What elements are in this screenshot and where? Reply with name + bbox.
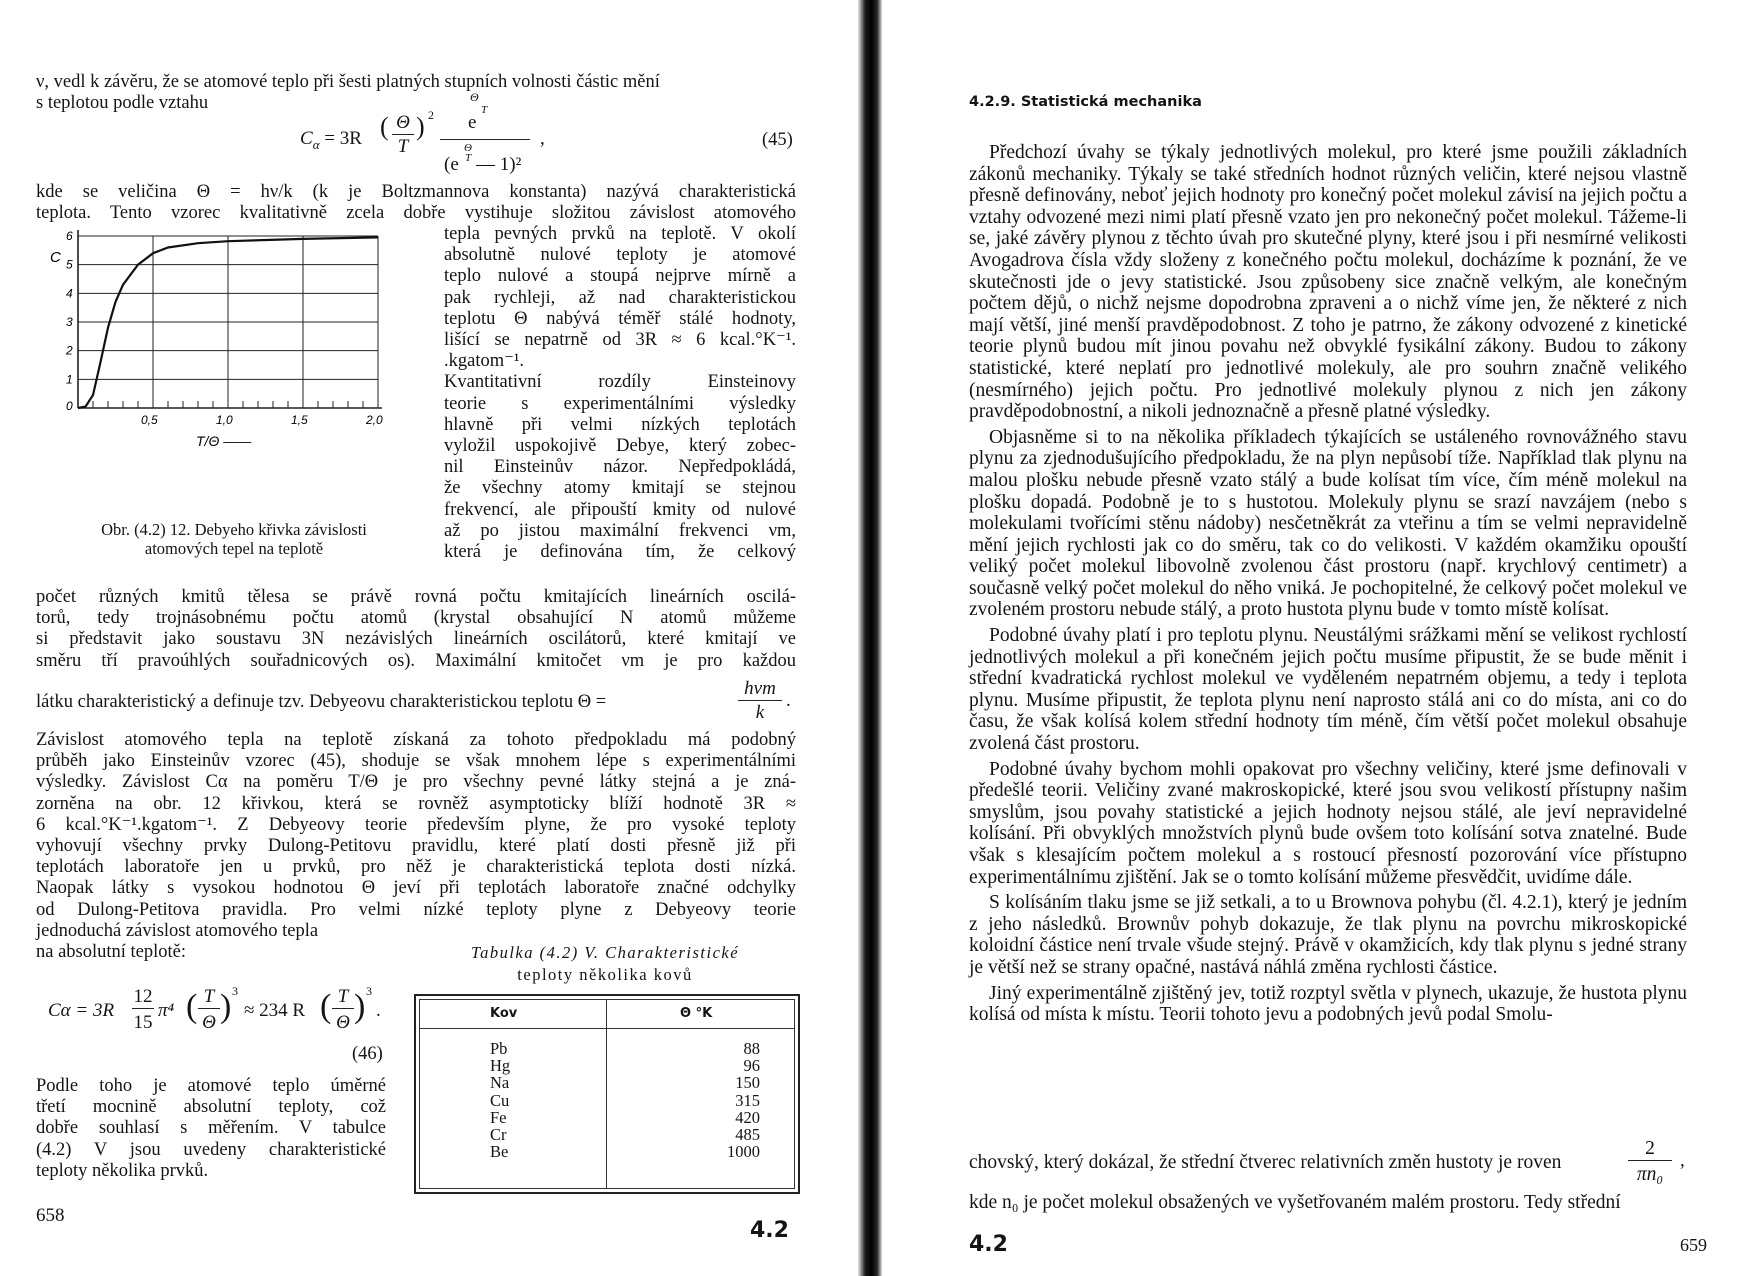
characteristic-temperature-table	[414, 994, 800, 1194]
text-line: ν, vedl k závěru, že se atomové teplo při šesti platných stupních volnosti částic mění	[36, 72, 660, 92]
caption-line: Obr. (4.2) 12. Debyeho křivka závislosti	[101, 520, 367, 539]
table-cell-temperature: 315	[735, 1090, 760, 1110]
text-line: Závislost atomového tepla na teplotě získaná za tohoto předpokladu má podobný	[36, 730, 796, 750]
text-line: 6 kcal.°K⁻¹.kgatom⁻¹. Z Debyeovy teorie především plyne, že pro vysoké teploty	[36, 814, 796, 835]
fraction-bar	[440, 139, 530, 140]
table-cell-metal: Cr	[490, 1125, 507, 1145]
table-cell-metal: Na	[490, 1073, 510, 1093]
paragraph	[36, 587, 796, 672]
table-title-line: Tabulka (4.2) V. Charakteristické	[470, 943, 740, 962]
text-line: (4.2) V jsou uvedeny charakteristické	[36, 1139, 386, 1160]
section-mark: 4.2	[969, 1232, 1008, 1257]
text-line: Podle toho je atomové teplo úměrné	[36, 1076, 386, 1096]
text-line: která je definována tím, že celkový	[444, 542, 796, 563]
text-line: frekvencí, ale připouští kmity od nulové	[444, 499, 796, 520]
table-cell-temperature: 88	[743, 1039, 760, 1058]
paragraph: S kolísáním tlaku jsme se již setkali, a to u Brownova pohybu (čl. 4.2.1), který je jedním z jeho následků. Brownův pohyb dokazuje, že tlak plynu na povrchu mikroskopické koloidní částice není trvale všude stejný. Právě v okamžicích, kdy tlak plynu s jedné strany je větší než se strany opačné, nastává náhlá změna rychlosti částice.	[969, 892, 1687, 978]
text-line: směru tří pravoúhlých souřadnicových os). Maximální kmitočet νm je pro každou	[36, 650, 796, 671]
text-line: absolutně nulové teploty je atomové	[444, 245, 796, 266]
table-cell-metal: Fe	[490, 1107, 507, 1127]
y-tick-label: 1	[66, 372, 73, 387]
chart-grid	[78, 236, 378, 408]
text-line: Kvantitativní rozdíly Einsteinovy	[444, 372, 796, 393]
eq46-frac-den: 15	[133, 1012, 153, 1033]
eq45-num: e	[468, 112, 477, 133]
y-tick-label: 6	[66, 229, 73, 243]
text-line: na absolutní teplotě:	[36, 942, 187, 963]
text-line: nil Einsteinův názor. Nepředpokládá,	[444, 457, 796, 478]
eq45-mid: = 3R	[319, 128, 362, 149]
eq45-den-tail: — 1)²	[476, 154, 522, 175]
table-cell-temperature: 96	[743, 1056, 760, 1076]
intro-text	[36, 72, 720, 114]
x-tick-label: 1,0	[216, 413, 233, 427]
figure-caption	[36, 520, 432, 558]
paragraph: Předchozí úvahy se týkaly jednotlivých molekul, pro které jsme použili základních zákonů mechaniky. Týkaly se také středních hodnot různých veličin, které nejsou vlastně přesně definovány, neboť jejich hodnoty pro konečný počet molekul závisí na jejich počtu a vztahy odvozené mezi nimi platí přesně vzato jen pro nekonečný počet molekul. Tážeme-li se, jaké závěry plynou z těchto úvah pro skutečné plyny, které jsou i při nesmírné velikosti Avogadrova čísla vždy složeny z konečného počtu molekul, docházíme k poznání, že ve skutečnosti jde o jevy statistické. Jsou způsobeny sice značně velkým, ale konečným počtem dějů, o nichž nejsme dopodrobna zpraveni a o nichž víme jen, že některé z nich mají větší, jiné menší pravděpodobnost. Z toho je patrno, že zákony odvozené z kinetické teorie plynů budou mít jinou povahu než obvyklé fysikální zákony. Budou to zákony statistické, které neplatí pro jednotlivé molekuly, ale pro souhrn značně velikého (nesmírného) jejich počtu. Pro jednotlivé molekuly plynou z nich jen zákony pravděpodobnostní, a nikoli jednoznačně a přesně platné výsledky.	[969, 142, 1687, 423]
text-line: tepla pevných prvků na teplotě. V okolí	[444, 224, 796, 244]
text-line: že všechny atomy kmitají se stejnou	[444, 478, 796, 499]
text-line: vyložil uspokojivě Debye, který zobec-	[444, 436, 796, 457]
x-tick-label: 2,0	[366, 413, 383, 427]
eq46-text: Cα = 3R	[48, 1000, 115, 1021]
text-line: zorněna na obr. 12 křivkou, která se rovněž asymptoticky blíží hodnotě 3R ≈	[36, 793, 796, 814]
text-line: kde se veličina Θ = hν/k (k je Boltzmannova konstanta) nazývá charakteristická	[36, 182, 796, 202]
table-cell-temperature: 150	[735, 1073, 760, 1093]
paragraph-column	[444, 224, 796, 563]
left-page: ν, vedl k závěru, že se atomové teplo při šesti platných stupních volnosti částic mění s teplotou podle vztahu $C_\alpha = 3R$ ( Θ T ) 2 Θ e T Θ (e T — 1)² , (45) kde se veličina Θ = hν/k (k je Boltzmannova konstanta) nazývá charakteristická teplota. Tento vzorec kvalitativně zcela dobře vystihuje složitou závislost atomového 0,5 1,0 1,5 2,0 1 2 3 4 5 6 0 C T/Θ —— Obr. (4.2) 12. Debyeho křivka závislosti atomových tepel na teplotě tepla pevných prvků na teplotě. V okolí absolutně nulové teploty je atomové teplo nulové a stoupá nejprve mírně a pak rychleji, až nad charakteristickou teplotu Θ nabývá téměř stálé hodnoty, lišící se nepatrně od 3R ≈ 6 kcal.°K⁻¹. .kgatom⁻¹. Kvantitativní rozdíly Einsteinovy teorie s experimentálními výsledky hlavně při velmi nízkých teplotách vyložil uspokojivě Debye, který zobec- nil Einsteinův názor. Nepředpokládá, že všechny atomy kmitají se stejnou frekvencí, ale připouští kmity od nulové až po jistou maximální frekvenci νm, která je definována tím, že celkový počet různých kmitů tělesa se právě rovná počtu kmitajících lineárních oscilá- torů, tedy trojnásobnému počtu atomů (krystal obsahující N atomů můžeme si představit jako soustavu 3N nezávislých lineárních oscilátorů, které kmitají ve směru tří pravoúhlých souřadnicových os). Maximální kmitočet νm je pro každou látku charakteristický a definuje tzv. Debyeovu charakteristickou teplotu Θ = hνm k . Závislost atomového tepla na teplotě získaná za tohoto předpokladu má podobný průběh jako Einsteinův vzorec (45), shoduje se však mnohem lépe s experimentálními výsledky. Závislost Cα na poměru T/Θ je pro všechny pevné látky stejná a je zná- zorněna na obr. 12 křivkou, která se rovněž asymptoticky blíží hodnotě 3R ≈ 6 kcal.°K⁻¹.kgatom⁻¹. Z Debyeovy teorie především plyne, že pro vysoké teploty vyhovují všechny prvky Dulong-Petitovu pravidlu, které platí dosti přesně již při teplotách laboratoře jen u prvků, pro něž je charakteristická teplota dosti nízká. Naopak látky s vysokou hodnotou Θ jeví při teplotách laboratoře značné odchylky od Dulong-Petitova pravidla. Pro velmi nízké teploty plyne z Debyeovy teorie jednoduchá závislost atomového tepla na absolutní teplotě: Cα = 3R 12 15 π⁴ ( T Θ ) 3 ≈ 234 R ( T Θ ) 3 . (46) Podle toho je atomové teplo úměrné třetí mocnině absolutní teploty, což dobře souhlasí s měřením. V tabulce (4.2) V jsou uvedeny charakteristické teploty několika prvků. Tabulka (4.2) V. Charakteristické teploty několika kovů Kov Θ °K Pb Hg Na Cu Fe Cr Be 88 96 150 315 420 485 1000 658 4.2	[0, 0, 868, 1276]
table-cell-metal: Pb	[490, 1039, 508, 1058]
x-tick-label: 0,5	[141, 413, 158, 427]
eq46-frac-num: 12	[133, 986, 153, 1007]
table-header-kov: Kov	[490, 1006, 518, 1021]
page-number: 659	[1680, 1235, 1707, 1255]
text-line: torů, tedy trojnásobnému počtu atomů (krystal obsahující N atomů můžeme	[36, 608, 796, 629]
text-line: kde n₀ je počet molekul obsažených ve vyšetřovaném malém prostoru. Tedy střední	[969, 1192, 1621, 1213]
caption-line: atomových tepel na teplotě	[144, 539, 324, 558]
text-line: dobře souhlasí s měřením. V tabulce	[36, 1118, 386, 1139]
y-tick-label: 2	[66, 343, 73, 358]
text-line: s teplotou podle vztahu	[36, 93, 209, 114]
table-cell-metal: Cu	[490, 1090, 510, 1110]
fraction-num: 2	[1628, 1138, 1672, 1161]
text-line: vyhovují všechny prvky Dulong-Petitovu pravidlu, které platí dosti přesně již při	[36, 836, 796, 857]
text-line: chovský, který dokázal, že střední čtverec relativních změn hustoty je roven	[969, 1152, 1562, 1173]
eq45-lhs: C	[300, 128, 313, 149]
text-line: teplotách laboratoře jen u prvků, pro něž je charakteristická teplota dosti nízká.	[36, 857, 796, 878]
text-line: lišící se nepatrně od 3R ≈ 6 kcal.°K⁻¹.	[444, 330, 796, 351]
text-line: teplota. Tento vzorec kvalitativně zcela dobře vystihuje složitou závislost atomového	[36, 203, 796, 224]
eq46-number: (46)	[352, 1044, 383, 1064]
text-line: průběh jako Einsteinův vzorec (45), shoduje se však mnohem lépe s experimentálními	[36, 751, 796, 772]
eq46-pi: π⁴	[158, 1000, 175, 1021]
text-line: až po jistou maximální frekvenci νm,	[444, 520, 796, 541]
table-column-metals	[490, 1040, 510, 1160]
y-tick-label: 4	[66, 286, 73, 301]
text-line: teorie s experimentálními výsledky	[444, 393, 796, 414]
eq45-sub: α	[312, 136, 320, 152]
eq45-T: T	[397, 136, 409, 157]
table-title	[414, 942, 796, 986]
table-cell-temperature: 1000	[727, 1142, 760, 1162]
y-axis-label: C	[50, 249, 61, 266]
text-line: hlavně při velmi nízkých teplotách	[444, 414, 796, 435]
text-line: Naopak látky s vysokou hodnotou Θ jeví při teplotách laboratoře značné odchylky	[36, 878, 796, 899]
table-divider	[606, 1000, 607, 1188]
chart-ticks	[65, 229, 383, 427]
paragraph: Jiný experimentálně zjištěný jev, totiž rozptyl světla v plynech, ukazuje, že hustota plynu kolísá od místa k místu. Teorii tohoto jevu a podobných jevů podal Smolu-	[969, 982, 1687, 1026]
eq45-den: (e	[444, 154, 459, 175]
page-number: 658	[36, 1205, 65, 1226]
right-body-text	[969, 142, 1687, 1026]
paragraph: Objasněme si to na několika příkladech týkajících se ustáleného rovnovážného stavu plynu za zjednodušujícího předpokladu, že na plyn nepůsobí tíže. Například tlak plynu na malou plošku nebude přesně vzato stálý a bude kolísat tím více, čím méně molekul na plošku dopadá. Podobně je to s hustotou. Molekuly plynu se srazí navzájem (nebo s molekulami tvořícími stěnu nádoby) nesčetněkrát za vteřinu a tím se velmi nepravidelně mění jejich rychlosti jak co do směru, tak co do velikosti. V každém okamžiku opouští veliký počet molekul libovolně zvolenou část prostoru (např. krychlový centimetr) a současně velký počet molekul do něho vniká. Je pochopitelné, že celkový počet molekul ve zvoleném prostoru nebude stálý, a proto hustota plynu bude v tomto místě kolísat.	[969, 426, 1687, 621]
x-axis-label: T/Θ ——	[196, 433, 252, 449]
x-tick-label: 1,5	[291, 413, 308, 427]
table-header	[420, 1000, 794, 1029]
paragraph	[36, 182, 796, 224]
paragraph	[36, 730, 796, 963]
right-page: 4.2.9. Statistická mechanika Předchozí úvahy se týkaly jednotlivých molekul, pro které jsme použili základních zákonů mechaniky. Týkaly se také středních hodnot různých veličin, které nejsou vlastně přesně definovány, neboť jejich hodnoty pro konečný počet molekul závisí na jejich počtu a vztahy odvozené mezi nimi platí přesně vzato jen pro nekonečný počet molekul. Tážeme-li se, jaké závěry plynou z těchto úvah pro skutečné plyny, které jsou i při nesmírné velikosti Avogadrova čísla vždy složeny z konečného počtu molekul, docházíme k poznání, že ve skutečnosti jde o jevy statistické. Jsou způsobeny sice značně velkým, ale konečným počtem dějů, o nichž nejsme dopodrobna zpraveni a o nichž víme jen, že některé z nich mají větší, jiné menší pravděpodobnost. Z toho je patrno, že zákony odvozené z kinetické teorie plynů budou mít jinou povahu než obvyklé fysikální zákony. Budou to zákony statistické, které neplatí pro jednotlivé molekuly, ale pro souhrn značně velikého (nesmírného) jejich počtu. Pro jednotlivé molekuly plynou z nich jen zákony pravděpodobnostní, a nikoli jednoznačně a přesně platné výsledky. Objasněme si to na několika příkladech týkajících se ustáleného rovnovážného stavu plynu za zjednodušujícího předpokladu, že na plyn nepůsobí tíže. Například tlak plynu na malou plošku nebude přesně vzato stálý a bude kolísat tím více, čím méně molekul na plošku dopadá. Podobně je to s hustotou. Molekuly plynu se srazí navzájem (nebo s molekulami tvořícími stěnu nádoby) nesčetněkrát za vteřinu a tím se velmi nepravidelně mění jejich rychlosti jak co do směru, tak co do velikosti. V každém okamžiku opouští veliký počet molekul libovolně zvolenou část prostoru (např. krychlový centimetr) a současně velký počet molekul do něho vniká. Je pochopitelné, že celkový počet molekul ve zvoleném prostoru nebude stálý, a proto hustota plynu bude v tomto místě kolísat. Podobné úvahy platí i pro teplotu plynu. Neustálými srážkami mění se velikost rychlostí jednotlivých molekul a při konečném jejich počtu musíme připustit, že se bude měnit i střední kvadratická rychlost molekul ve vyděleném nepatrném objemu, a tedy i teplota plynu. Musíme připustit, že teplota plynu není naprosto stálá ani co do místa, ani co do času, že však kolísá kolem střední hodnoty tím méně, čím větší počet molekul obsahuje zvolená část prostoru. Podobné úvahy bychom mohli opakovat pro všechny veličiny, které jsme definovali v předešlé teorii. Veličiny zvané makroskopické, které jsou svou velikostí přístupny našim smyslům, jsou povahy statistické a jejich hodnoty nejsou stálé, ale jeví nepravidelné kolísání. Při obvyklých množstvích plynů bude ovšem toto kolísání sotva znatelné. Bude však s klesajícím počtem molekul a s rostoucí přesností pozorování více přístupno experimentálnímu zjištění. Jak se o tomto kolísání můžeme přesvědčit, uvidíme dále. S kolísáním tlaku jsme se již setkali, a to u Brownova pohybu (čl. 4.2.1), který je jedním z jeho následků. Brownův pohyb dokazuje, že tlak plynu na povrchu mikroskopické koloidní částice není trvale všude stejný. Právě v okamžicích, kdy tlak plynu s jedné strany je větší než se strany opačné, nastává náhlá změna rychlosti částice. Jiný experimentálně zjištěný jev, totiž rozptyl světla v plynech, ukazuje, že hustota plynu kolísá od místa k místu. Teorii tohoto jevu a podobných jevů podal Smolu- chovský, který dokázal, že střední čtverec relativních změn hustoty je roven 2 πn₀ , kde n₀ je počet molekul obsažených ve vyšetřovaném malém prostoru. Tedy střední 4.2 659	[969, 94, 1707, 1257]
origin-label: 0	[66, 399, 73, 413]
text-line: teploty několika prvků.	[36, 1160, 209, 1181]
section-heading: 4.2.9. Statistická mechanika	[969, 94, 1202, 110]
table-column-temps	[700, 1040, 760, 1160]
y-tick-label: 5	[66, 257, 73, 272]
table-title-line: teploty několika kovů	[517, 965, 693, 984]
eq45-theta: Θ	[392, 112, 414, 135]
table-cell-temperature: 485	[735, 1125, 760, 1145]
table-cell-temperature: 420	[735, 1107, 760, 1127]
text-line: výsledky. Závislost Cα na poměru T/Θ je pro všechny pevné látky stejná a je zná-	[36, 772, 796, 793]
debye-curve-chart	[36, 228, 436, 498]
table-cell-metal: Hg	[490, 1056, 511, 1076]
y-tick-label: 3	[66, 315, 73, 329]
table-cell-metal: Be	[490, 1142, 509, 1162]
text-line: .kgatom⁻¹.	[444, 351, 525, 372]
eq46-approx: ≈ 234 R	[244, 1000, 306, 1021]
text-line: od Dulong-Petitova pravidla. Pro velmi nízké teploty plyne z Debyeovy teorie	[36, 899, 796, 920]
text-line: počet různých kmitů tělesa se právě rovná počtu kmitajících lineárních oscilá-	[36, 587, 796, 607]
paragraph: Podobné úvahy bychom mohli opakovat pro všechny veličiny, které jsme definovali v předešlé teorii. Veličiny zvané makroskopické, které jsou svou velikostí přístupny našim smyslům, jsou povahy statistické a jejich hodnoty nejsou stálé, ale jeví nepravidelné kolísání. Při obvyklých množstvích plynů bude ovšem toto kolísání sotva znatelné. Bude však s klesajícím počtem molekul a s rostoucí přesností pozorování více přístupno experimentálnímu zjištění. Jak se o tomto kolísání můžeme přesvědčit, uvidíme dále.	[969, 758, 1687, 888]
fraction-den: πn₀	[1636, 1164, 1664, 1185]
text-line: teplo nulové a stoupá nejprve mírně a	[444, 266, 796, 287]
paragraph	[36, 1076, 386, 1182]
text-line: jednoduchá závislost atomového tepla	[36, 920, 319, 941]
text-line: třetí mocnině absolutní teploty, což	[36, 1097, 386, 1118]
table-header-theta: Θ °K	[680, 1006, 713, 1021]
debye-den: k	[755, 702, 765, 723]
paragraph: Podobné úvahy platí i pro teplotu plynu. Neustálými srážkami mění se velikost rychlostí jednotlivých molekul a při konečném jejich počtu musíme připustit, že se bude měnit i střední kvadratická rychlost molekul ve vyděleném nepatrném objemu, a tedy i teplota plynu. Musíme připustit, že teplota plynu není naprosto stálá ani co do místa, ani co do času, že však kolísá kolem střední hodnoty tím méně, čím větší počet molekul obsahuje zvolená část prostoru.	[969, 625, 1687, 755]
chart-axes	[78, 230, 382, 408]
section-mark: 4.2	[750, 1218, 789, 1243]
debye-num: hνm	[738, 678, 782, 701]
text-line: látku charakteristický a definuje tzv. Debyeovu charakteristickou teplotu Θ =	[36, 692, 607, 712]
text-line: si představit jako soustavu 3N nezávislých lineárních oscilátorů, které kmitají ve	[36, 629, 796, 650]
text-line: pak rychleji, až nad charakteristickou	[444, 287, 796, 308]
text-line: teplotu Θ nabývá téměř stálé hodnoty,	[444, 308, 796, 329]
eq45-number: (45)	[762, 130, 793, 150]
